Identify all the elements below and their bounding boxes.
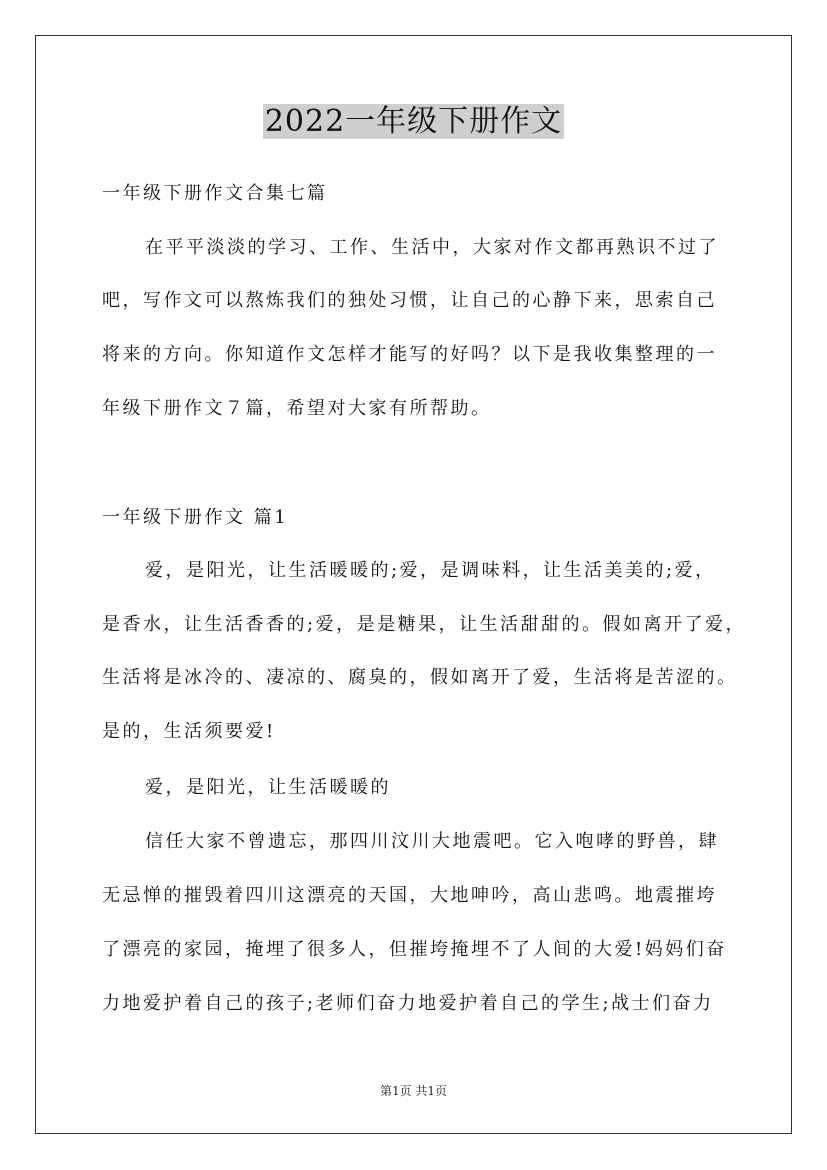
section-heading: 一年级下册作文 篇1 bbox=[102, 507, 289, 528]
para1-line-4: 是的，生活须要爱! bbox=[102, 721, 276, 742]
intro-line-1: 在平平淡淡的学习、工作、生活中，大家对作文都再熟识不过了 bbox=[145, 237, 719, 258]
intro-line-2: 吧，写作文可以熬炼我们的独处习惯，让自己的心静下来，思索自己 bbox=[102, 290, 717, 311]
intro-line-3: 将来的方向。你知道作文怎样才能写的好吗？以下是我收集整理的一 bbox=[102, 344, 717, 365]
document-title bbox=[0, 100, 827, 144]
para3-line-2: 无忌惮的摧毁着四川这漂亮的天国，大地呻吟，高山悲鸣。地震摧垮 bbox=[102, 885, 717, 906]
document-subtitle: 一年级下册作文合集七篇 bbox=[102, 183, 328, 204]
para3-line-1: 信任大家不曾遗忘，那四川汶川大地震吧。它入咆哮的野兽，肆 bbox=[145, 831, 719, 852]
para2-line-1: 爱，是阳光，让生活暖暖的 bbox=[145, 777, 391, 798]
document-title-text: 2022一年级下册作文 bbox=[264, 104, 563, 139]
para3-line-3: 了漂亮的家园，掩埋了很多人，但摧垮掩埋不了人间的大爱!妈妈们奋 bbox=[102, 939, 727, 960]
page-number-footer: 第1页 共1页 bbox=[379, 1084, 448, 1098]
para3-line-4: 力地爱护着自己的孩子;老师们奋力地爱护着自己的学生;战士们奋力 bbox=[102, 993, 714, 1014]
para1-line-2: 是香水，让生活香香的;爱，是是糖果，让生活甜甜的。假如离开了爱， bbox=[102, 614, 747, 635]
para1-line-1: 爱，是阳光，让生活暖暖的;爱，是调味料，让生活美美的;爱， bbox=[145, 560, 716, 581]
para1-line-3: 生活将是冰冷的、凄凉的、腐臭的，假如离开了爱，生活将是苦涩的。 bbox=[102, 667, 738, 688]
intro-line-4: 年级下册作文７篇，希望对大家有所帮助。 bbox=[102, 398, 492, 419]
